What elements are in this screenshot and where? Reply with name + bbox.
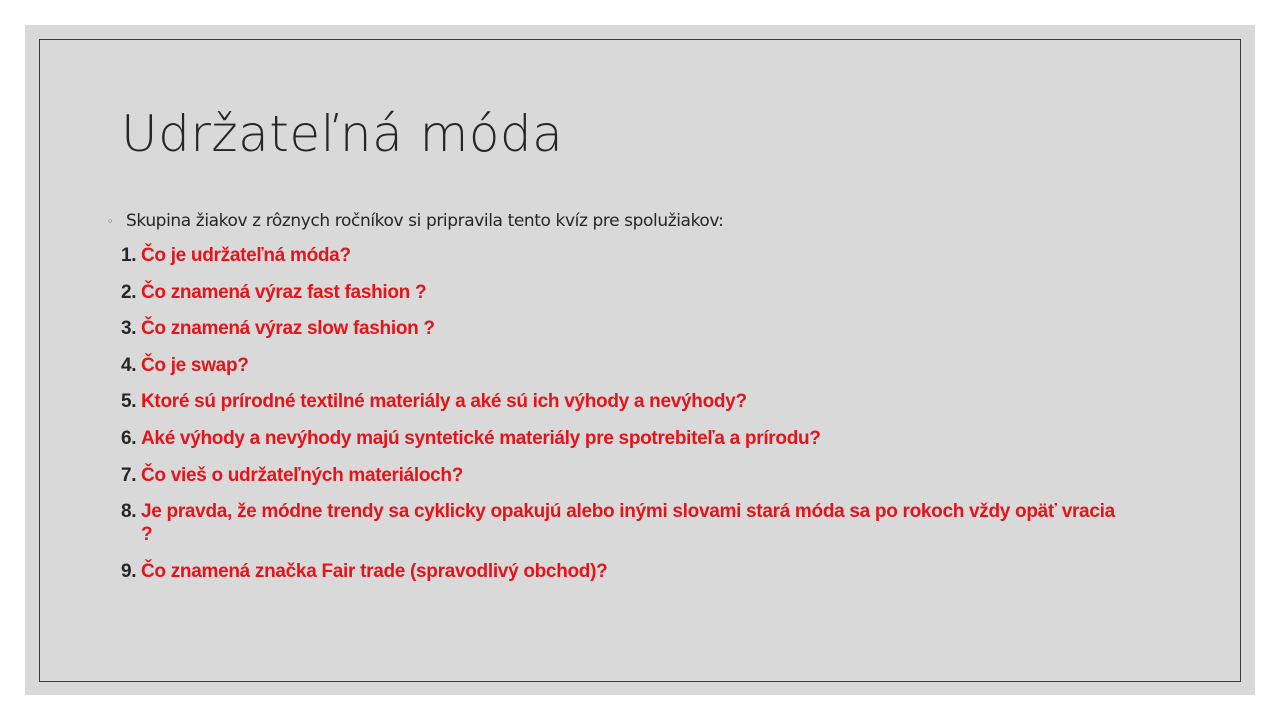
intro-text: Skupina žiakov z rôznych ročníkov si pripravila tento kvíz pre spolužiakov: — [126, 211, 724, 231]
question-number: 1. — [121, 245, 137, 266]
quiz-question — [121, 244, 1131, 267]
quiz-question — [121, 317, 1131, 340]
slide — [25, 25, 1255, 695]
question-number: 2. — [121, 281, 137, 303]
question-text: Aké výhody a nevýhody majú syntetické materiály pre spotrebiteľa a prírodu? — [141, 427, 821, 449]
question-number: 9. — [121, 560, 137, 582]
quiz-question-list — [121, 244, 1131, 596]
question-number: 5. — [121, 391, 137, 413]
question-number: 6. — [121, 427, 137, 449]
question-text: Čo je swap? — [141, 354, 249, 376]
question-text: Čo vieš o udržateľných materiáloch? — [141, 464, 464, 486]
slide-title: Udržateľná móda — [121, 105, 564, 163]
question-text: Ktoré sú prírodné textilné materiály a aké sú ich výhody a nevýhody? — [141, 391, 747, 413]
question-number: 3. — [121, 318, 137, 340]
question-text: Čo znamená výraz fast fashion ? — [141, 281, 427, 303]
quiz-question — [121, 354, 1131, 377]
quiz-question — [121, 390, 1131, 413]
question-number: 8. — [121, 501, 137, 523]
question-number: 7. — [121, 464, 137, 486]
quiz-question — [121, 500, 1131, 546]
question-text: Čo znamená značka Fair trade (spravodlivý obchod)? — [141, 560, 608, 582]
intro-paragraph — [107, 211, 723, 231]
quiz-question — [121, 281, 1131, 304]
quiz-question — [121, 560, 1131, 583]
bullet-icon: ◦ — [107, 214, 114, 228]
quiz-question — [121, 427, 1131, 450]
question-text: Je pravda, že módne trendy sa cyklicky opakujú alebo inými slovami stará móda sa po rokoch vždy opäť vracia ? — [141, 501, 1115, 546]
question-number: 4. — [121, 354, 137, 376]
question-text: Čo je udržateľná móda? — [141, 245, 351, 266]
question-text: Čo znamená výraz slow fashion ? — [141, 318, 435, 340]
quiz-question — [121, 464, 1131, 487]
